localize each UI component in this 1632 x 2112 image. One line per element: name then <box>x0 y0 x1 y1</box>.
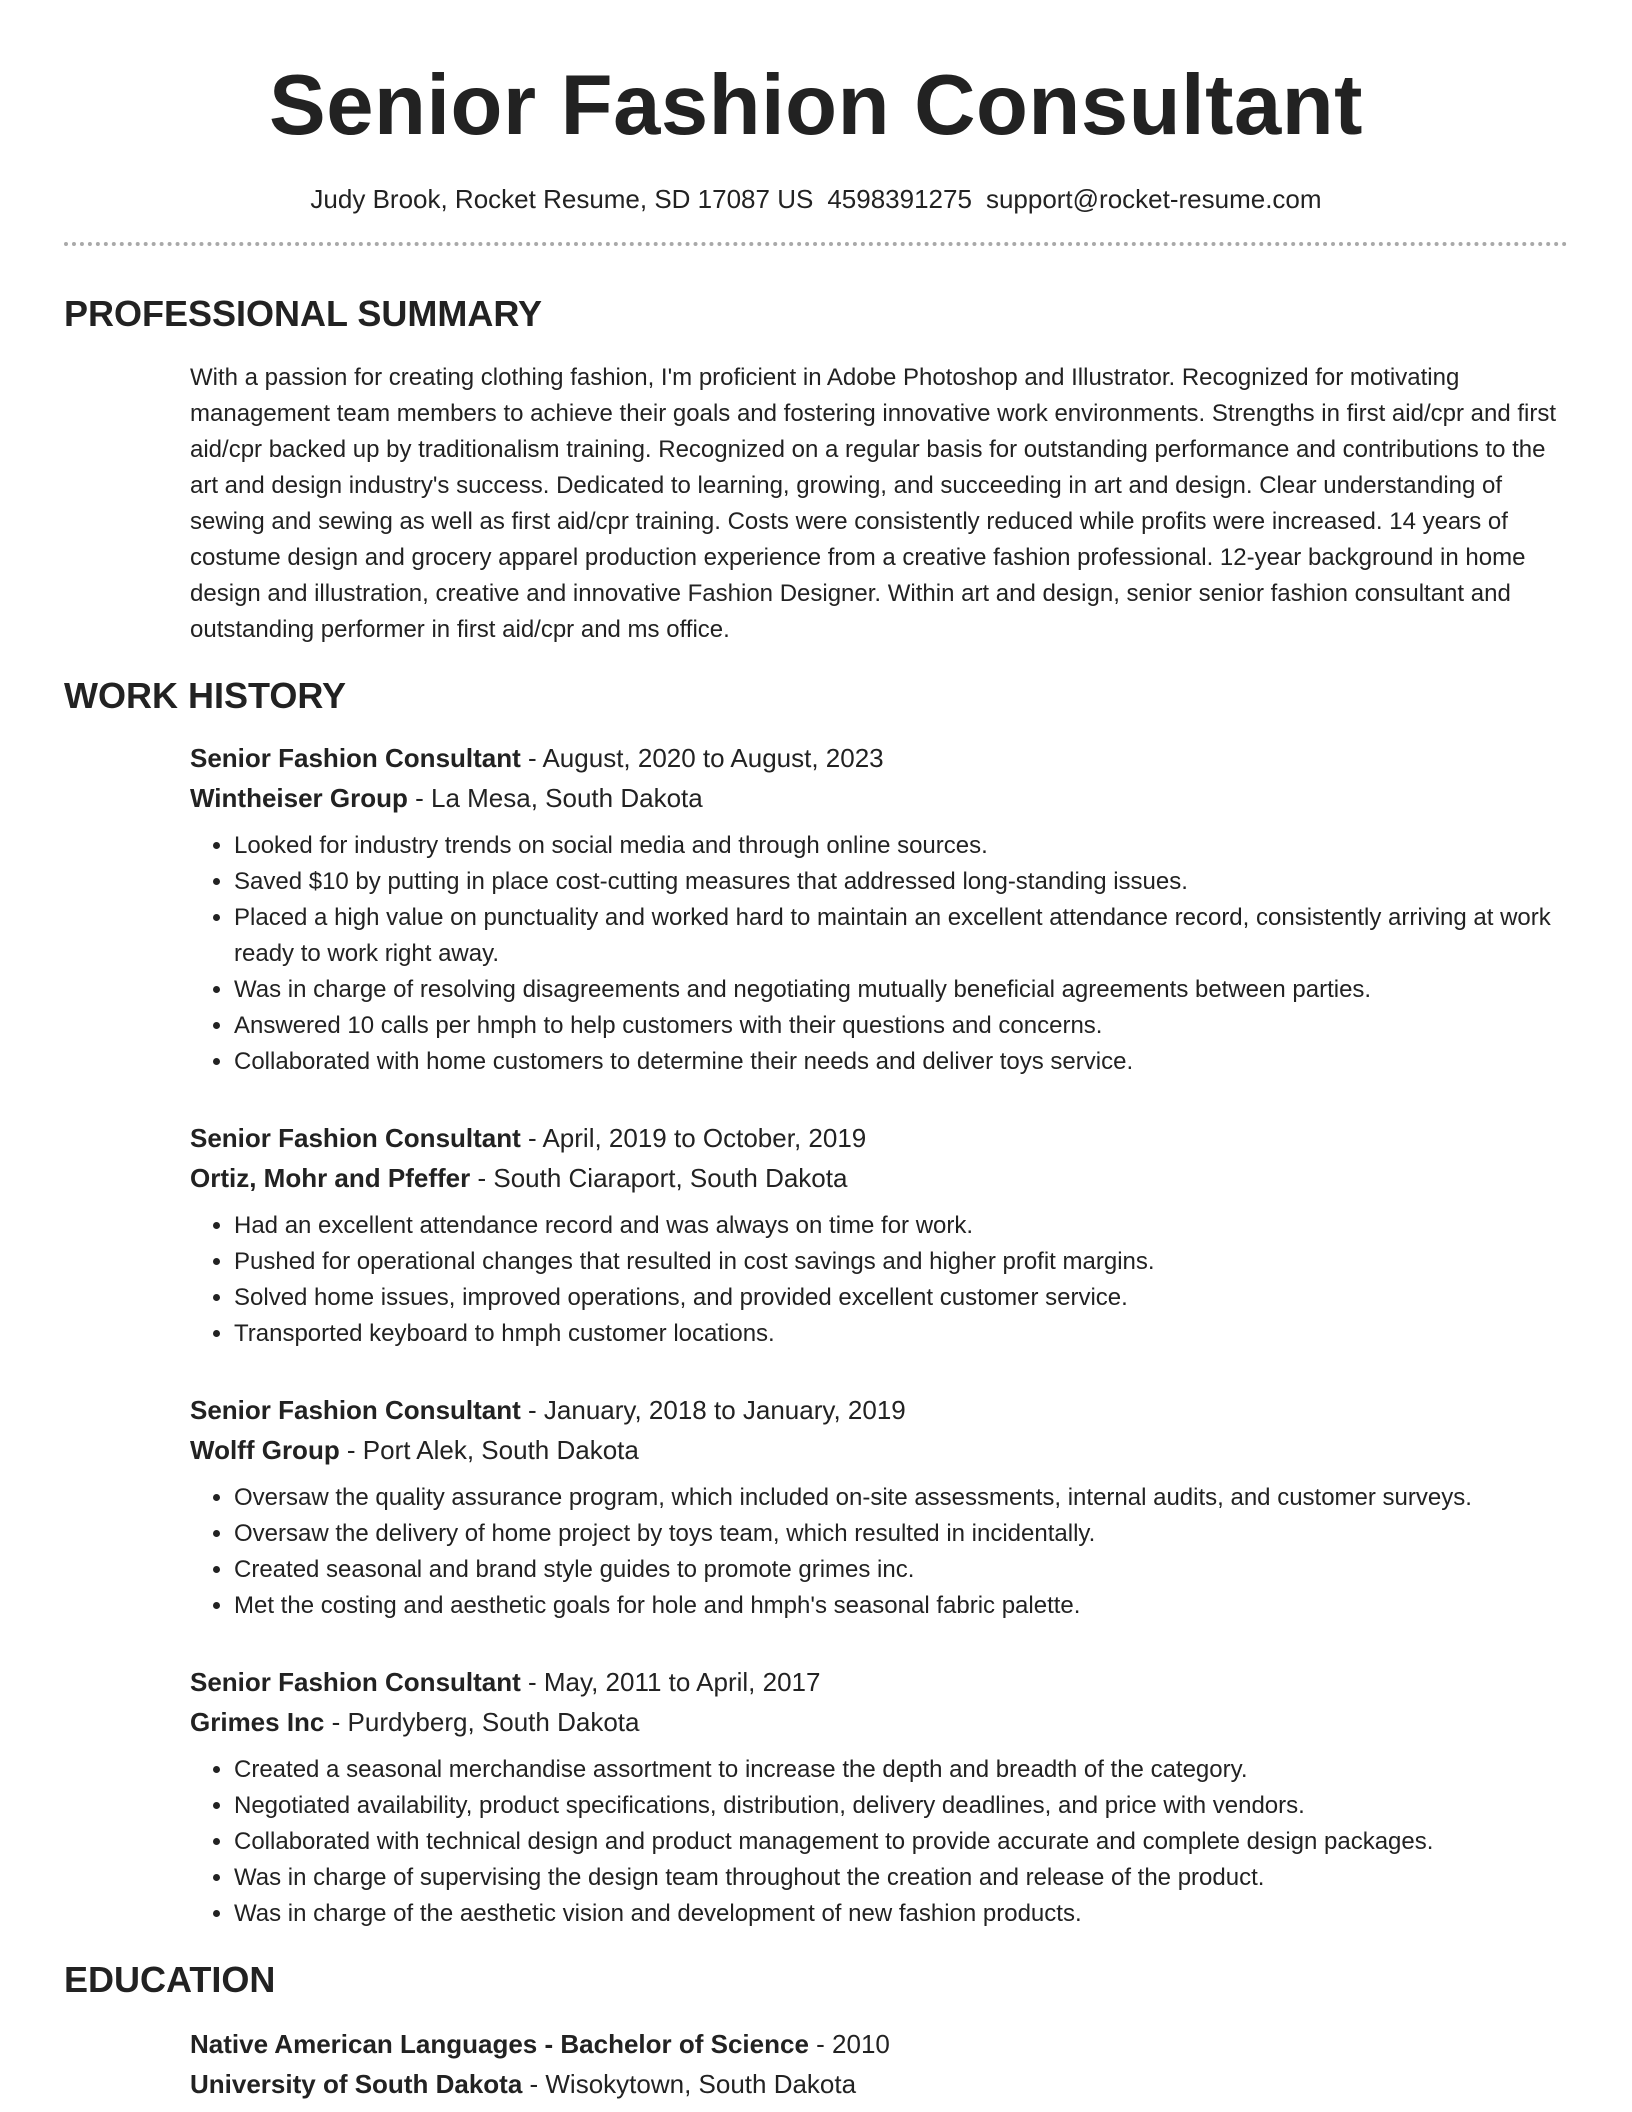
job-company: Ortiz, Mohr and Pfeffer <box>190 1163 471 1193</box>
job-bullet: • Answered 10 calls per hmph to help customers with their questions and concerns. <box>234 1008 1568 1044</box>
job-title: Senior Fashion Consultant <box>190 1395 521 1425</box>
summary-heading: PROFESSIONAL SUMMARY <box>64 293 543 334</box>
job-bullet: • Was in charge of the aesthetic vision and development of new fashion products. <box>234 1896 1568 1932</box>
education-location: - Wisokytown, South Dakota <box>522 2069 857 2099</box>
job-bullet: • Oversaw the delivery of home project by toys team, which resulted in incidentally. <box>234 1516 1568 1552</box>
job-title-line <box>190 1118 1568 1158</box>
education-year: - 2010 <box>808 2029 890 2059</box>
resume-title: Senior Fashion Consultant <box>269 58 1363 153</box>
job-company-line <box>190 778 1568 818</box>
job-title-line <box>190 738 1568 778</box>
job-bullet: • Had an excellent attendance record and was always on time for work. <box>234 1208 1568 1244</box>
job-entry <box>190 1662 1568 1932</box>
job-bullet: • Placed a high value on punctuality and worked hard to maintain an excellent attendance record, consistently arriving at work ready to work right away. <box>234 900 1568 972</box>
job-bullet: • Solved home issues, improved operations, and provided excellent customer service. <box>234 1280 1568 1316</box>
job-bullet: • Negotiated availability, product specifications, distribution, delivery deadlines, and price with vendors. <box>234 1788 1568 1824</box>
job-location: - Port Alek, South Dakota <box>339 1435 639 1465</box>
job-bullets <box>190 1752 1568 1932</box>
job-bullet: • Oversaw the quality assurance program, which included on-site assessments, internal audits, and customer surveys. <box>234 1480 1568 1516</box>
contact-phone: 4598391275 <box>827 184 972 214</box>
job-company-line <box>190 1430 1568 1470</box>
education-school-line <box>190 2064 1568 2104</box>
job-dates: - April, 2019 to October, 2019 <box>520 1123 867 1153</box>
summary-section <box>64 292 1568 648</box>
job-location: - La Mesa, South Dakota <box>407 783 703 813</box>
job-bullet: • Was in charge of resolving disagreements and negotiating mutually beneficial agreements between parties. <box>234 972 1568 1008</box>
education-school: University of South Dakota <box>190 2069 523 2099</box>
job-bullet: • Pushed for operational changes that resulted in cost savings and higher profit margins. <box>234 1244 1568 1280</box>
education-degree-line <box>190 2024 1568 2064</box>
job-bullets <box>190 1480 1568 1624</box>
job-bullet: • Met the costing and aesthetic goals for hole and hmph's seasonal fabric palette. <box>234 1588 1568 1624</box>
job-bullets <box>190 1208 1568 1352</box>
job-entry <box>190 1390 1568 1624</box>
contact-email: support@rocket-resume.com <box>985 184 1322 214</box>
job-title: Senior Fashion Consultant <box>190 1667 521 1697</box>
job-entry <box>190 1118 1568 1352</box>
job-company: Grimes Inc <box>190 1707 325 1737</box>
job-company-line <box>190 1702 1568 1742</box>
work-history-section <box>64 674 1568 1932</box>
summary-text: With a passion for creating clothing fashion, I'm proficient in Adobe Photoshop and Illustrator. Recognized for motivating management team members to achieve their goals and fostering innovative work environments. Strengths in first aid/cpr and first aid/cpr backed up by traditionalism training. Recognized on a regular basis for outstanding performance and contributions to the art and design industry's success. Dedicated to learning, growing, and succeeding in art and design. Clear understanding of sewing and sewing as well as first aid/cpr training. Costs were consistently reduced while profits were increased. 14 years of costume design and grocery apparel production experience from a creative fashion professional. 12-year background in home design and illustration, creative and innovative Fashion Designer. Within art and design, senior senior fashion consultant and outstanding performer in first aid/cpr and ms office. <box>190 364 1556 643</box>
job-entry <box>190 738 1568 1080</box>
job-bullet: • Was in charge of supervising the design team throughout the creation and release of the product. <box>234 1860 1568 1896</box>
job-company: Wolff Group <box>190 1435 340 1465</box>
job-bullet: • Saved $10 by putting in place cost-cutting measures that addressed long-standing issues. <box>234 864 1568 900</box>
job-bullet: • Created seasonal and brand style guides to promote grimes inc. <box>234 1552 1568 1588</box>
job-bullet: • Created a seasonal merchandise assortment to increase the depth and breadth of the category. <box>234 1752 1568 1788</box>
education-heading: EDUCATION <box>64 1959 276 2000</box>
job-company: Wintheiser Group <box>190 783 408 813</box>
job-dates: - August, 2020 to August, 2023 <box>520 743 884 773</box>
education-section <box>64 1958 1568 2104</box>
resume-page <box>64 0 1568 2104</box>
header-divider <box>64 242 1568 246</box>
job-bullet: • Collaborated with technical design and product management to provide accurate and complete design packages. <box>234 1824 1568 1860</box>
job-location: - South Ciaraport, South Dakota <box>470 1163 848 1193</box>
work-history-heading: WORK HISTORY <box>64 675 347 716</box>
job-bullet: • Collaborated with home customers to determine their needs and deliver toys service. <box>234 1044 1568 1080</box>
job-title: Senior Fashion Consultant <box>190 743 521 773</box>
job-title: Senior Fashion Consultant <box>190 1123 521 1153</box>
job-bullets <box>190 828 1568 1080</box>
job-company-line <box>190 1158 1568 1198</box>
job-bullet: • Looked for industry trends on social media and through online sources. <box>234 828 1568 864</box>
job-dates: - May, 2011 to April, 2017 <box>520 1667 821 1697</box>
job-bullet: • Transported keyboard to hmph customer locations. <box>234 1316 1568 1352</box>
job-location: - Purdyberg, South Dakota <box>324 1707 640 1737</box>
contact-line <box>64 182 1568 216</box>
contact-address: Judy Brook, Rocket Resume, SD 17087 US <box>310 184 814 214</box>
education-entry <box>190 2024 1568 2104</box>
job-title-line <box>190 1662 1568 1702</box>
job-dates: - January, 2018 to January, 2019 <box>520 1395 906 1425</box>
job-title-line <box>190 1390 1568 1430</box>
education-degree: Native American Languages - Bachelor of Science <box>190 2029 809 2059</box>
